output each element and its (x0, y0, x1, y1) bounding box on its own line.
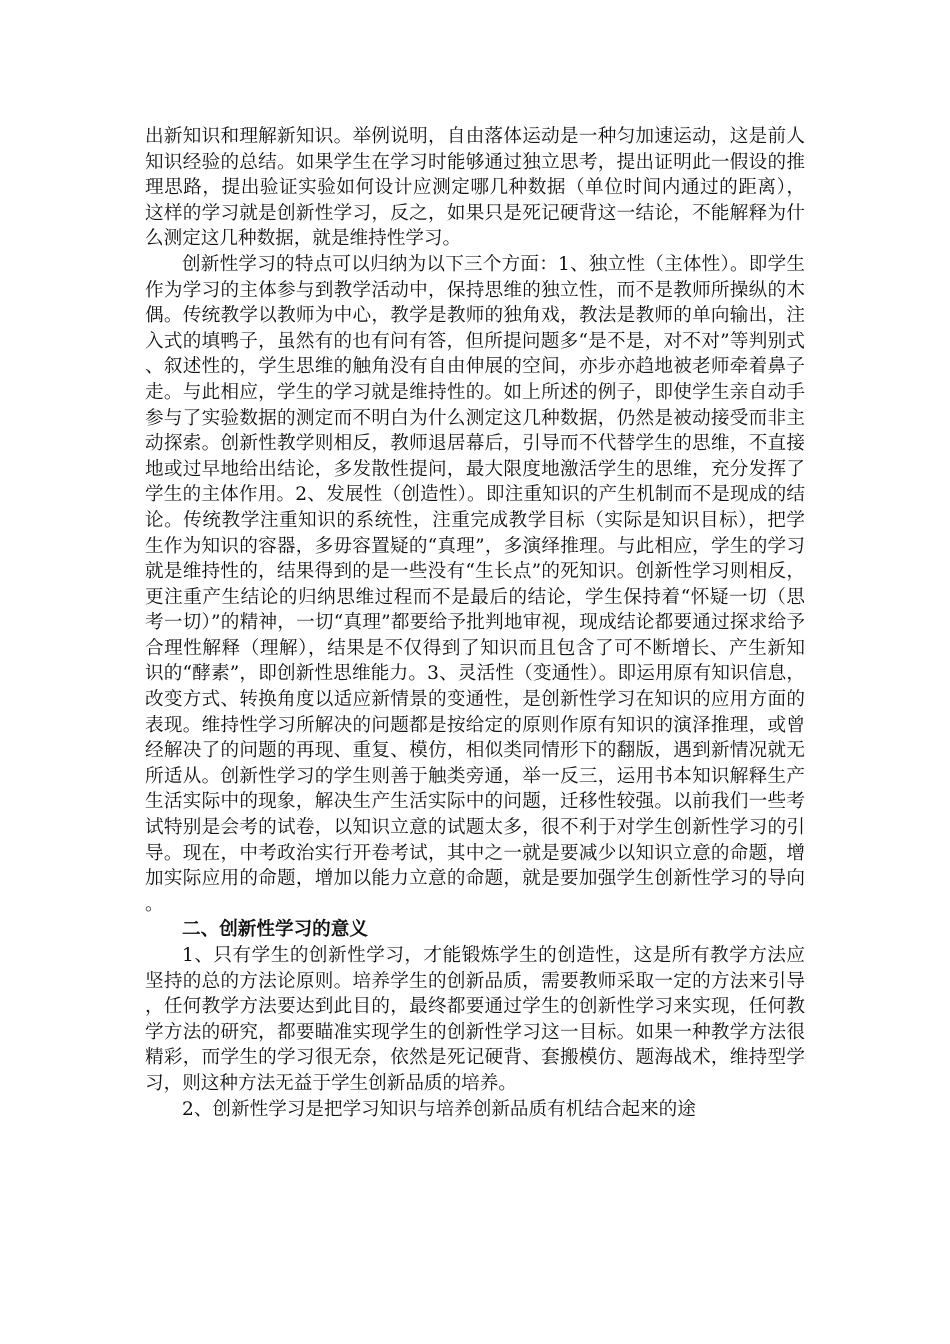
paragraph-significance-2: 2、创新性学习是把学习知识与培养创新品质有机结合起来的途 (182, 1098, 696, 1120)
section-heading: 二、创新性学习的意义 (182, 919, 368, 941)
document-page (145, 124, 805, 1122)
paragraph-characteristics: 创新性学习的特点可以归纳为以下三个方面：1、独立性（主体性）。即学生作为学习的主体参与到教学活动中，保持思维的独立性，而不是教师所操纵的木偶。传统教学以教师为中心，教学是教师的独角戏，教法是教师的单向输出，注入式的填鸭子，虽然有的也有问有答，但所提问题多“是不是，对不对”等判别式、叙述性的，学生思维的触角没有自由伸展的空间，亦步亦趋地被老师牵着鼻子走。与此相应，学生的学习就是维持性的。如上所述的例子，即使学生亲自动手参与了实验数据的测定而不明白为什么测定这几种数据，仍然是被动接受而非主动探索。创新性教学则相反，教师退居幕后，引导而不代替学生的思维，不直接地或过早地给出结论，多发散性提问，最大限度地激活学生的思维，充分发挥了学生的主体作用。2、发展性（创造性）。即注重知识的产生机制而不是现成的结论。传统教学注重知识的系统性，注重完成教学目标（实际是知识目标），把学生作为知识的容器，多毋容置疑的“真理”，多演绎推理。与此相应，学生的学习就是维持性的，结果得到的是一些没有“生长点”的死知识。创新性学习则相反，更注重产生结论的归纳思维过程而不是最后的结论，学生保持着“怀疑一切（思考一切）”的精神，一切“真理”都要给予批判地审视，现成结论都要通过探求给予合理性解释（理解），结果是不仅得到了知识而且包含了可不断增长、产生新知识的“酵素”，即创新性思维能力。3、灵活性（变通性）。即运用原有知识信息，改变方式、转换角度以适应新情景的变通性，是创新性学习在知识的应用方面的表现。维持性学习所解决的问题都是按给定的原则作原有知识的演泽推理，或曾经解决了的问题的再现、重复、模仿，相似类同情形下的翻版，遇到新情况就无所适从。创新性学习的学生则善于触类旁通，举一反三，运用书本知识解释生产生活实际中的现象，解决生产生活实际中的问题，迁移性较强。以前我们一些考试特别是会考的试卷，以知识立意的试题太多，很不利于对学生创新性学习的引导。现在，中考政治实行开卷考试，其中之一就是要减少以知识立意的命题，增加实际应用的命题，增加以能力立意的命题，就是要加强学生创新性学习的导向。 (145, 253, 805, 915)
paragraph-significance-1: 1、只有学生的创新性学习，才能锻炼学生的创造性，这是所有教学方法应坚持的总的方法论原则。培养学生的创新品质，需要教师采取一定的方法来引导，任何教学方法要达到此目的，最终都要通过学生的创新性学习来实现，任何教学方法的研究，都要瞄准实现学生的创新性学习这一目标。如果一种教学方法很精彩，而学生的学习很无奈，依然是死记硬背、套搬模仿、题海战术，维持型学习，则这种方法无益于学生创新品质的培养。 (145, 945, 805, 1094)
paragraph-continuation: 出新知识和理解新知识。举例说明，自由落体运动是一种匀加速运动，这是前人知识经验的总结。如果学生在学习时能够通过独立思考，提出证明此一假设的推理思路，提出验证实验如何设计应测定哪几种数据（单位时间内通过的距离），这样的学习就是创新性学习，反之，如果只是死记硬背这一结论，不能解释为什么测定这几种数据，就是维持性学习。 (145, 126, 805, 250)
